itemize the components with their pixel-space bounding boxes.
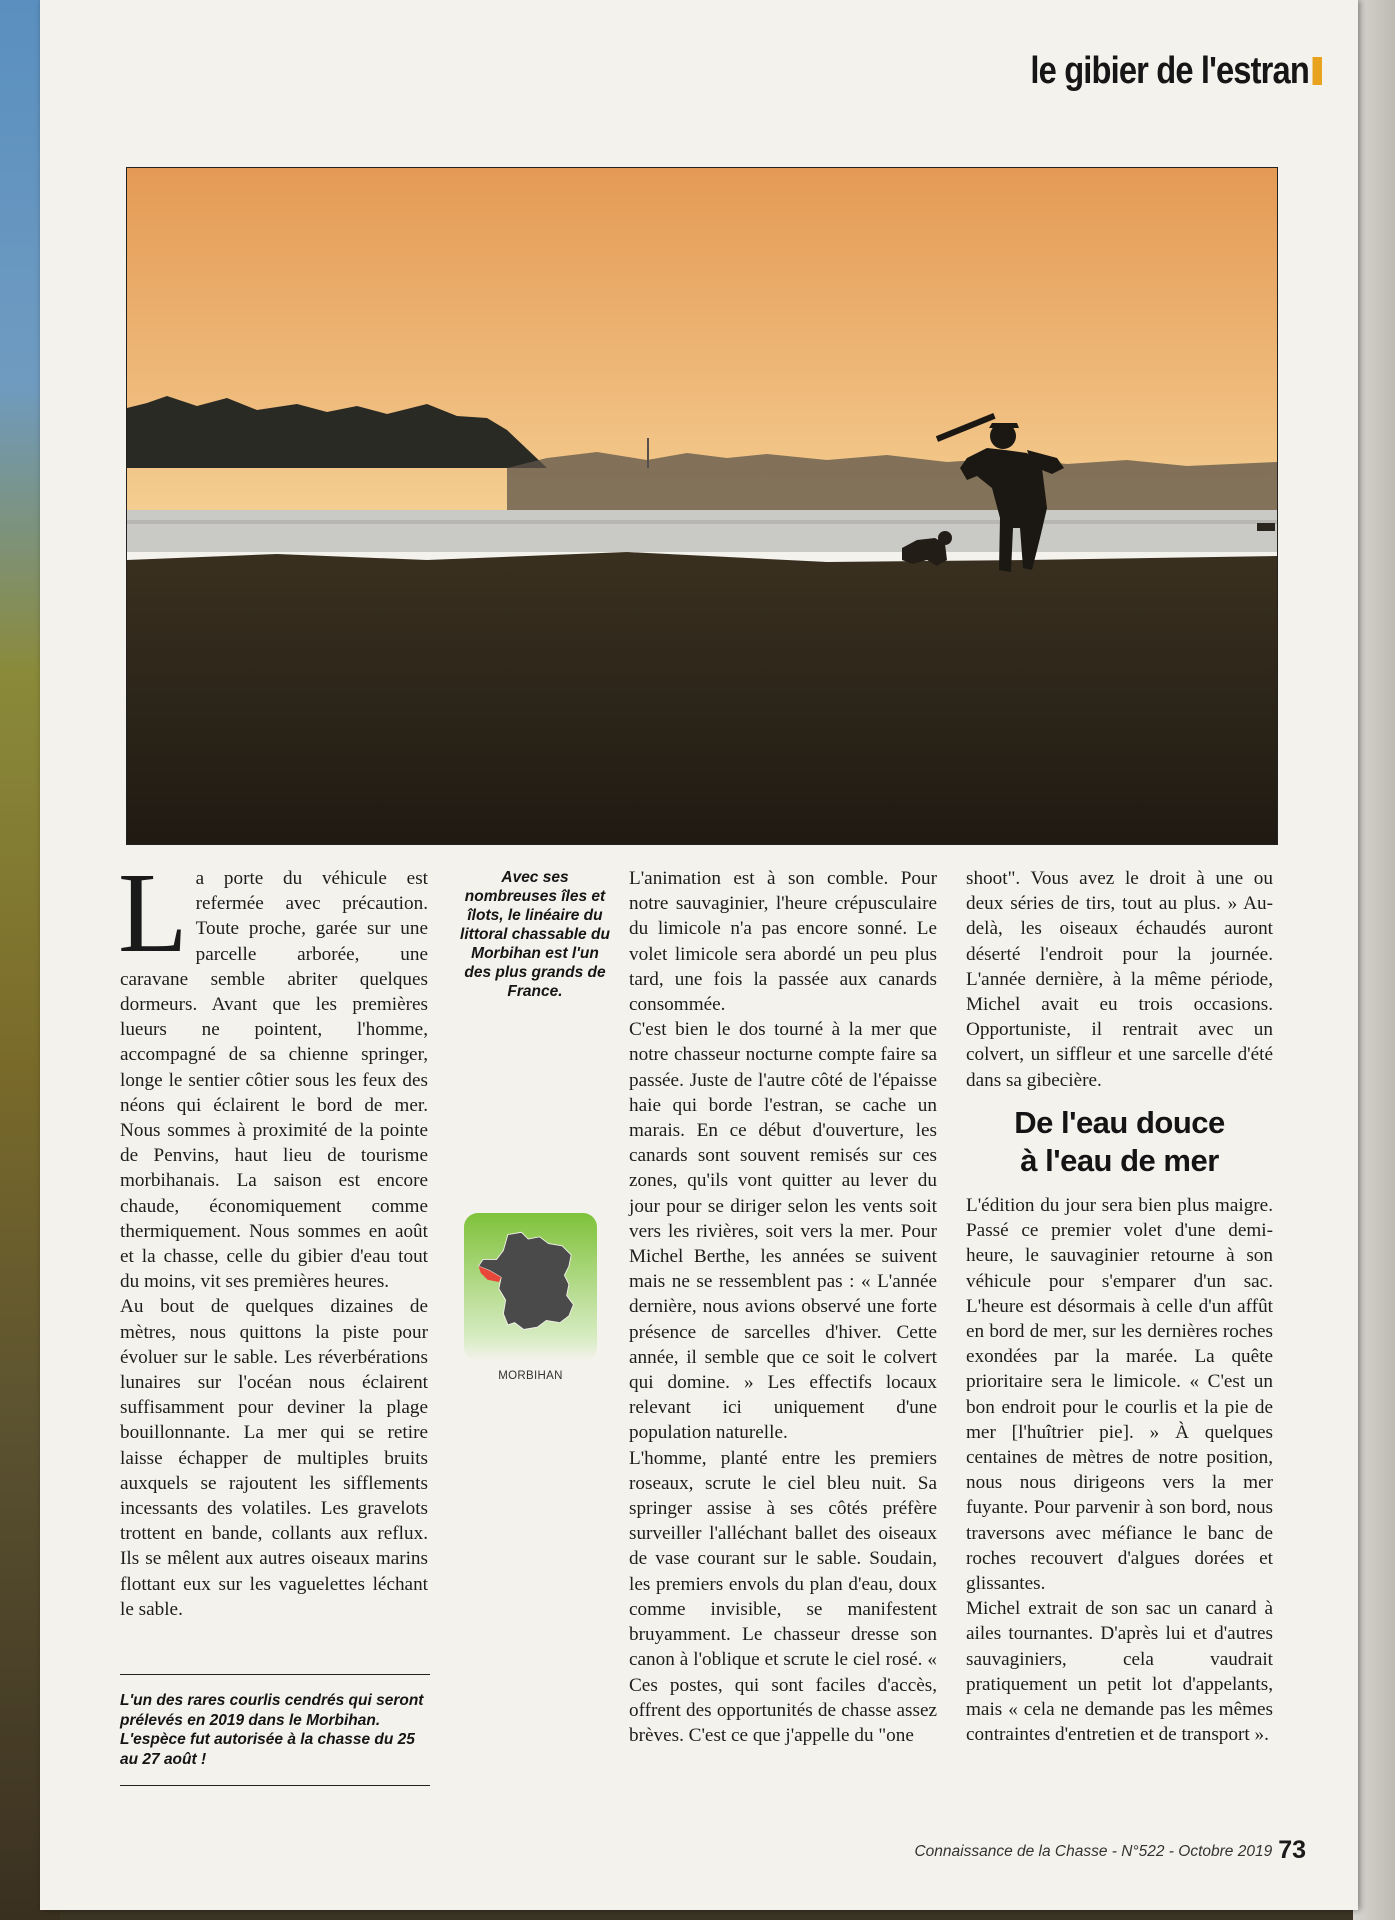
subheading: [966, 1104, 1273, 1180]
magazine-page: [40, 0, 1358, 1910]
article-paragraph: La porte du véhicule est refermée avec précaution. Toute proche, garée sur une parcelle arborée, une caravane semble abriter quelques dormeurs. Avant que les premières lueurs ne pointent, l'homme, accompagné de sa chienne springer, longe le sentier côtier sous les feux des néons qui éclairent le bord de mer. Nous sommes à proximité de la pointe de Penvins, haut lieu de tourisme morbihanais. La saison est encore chaude, économiquement comme thermiquement. Nous sommes en août et la chasse, celle du gibier d'eau tout du moins, vit ses premières heures.: [118, 849, 428, 1293]
dropcap: L: [118, 849, 188, 976]
map-label: MORBIHAN: [498, 1370, 563, 1382]
section-title: le gibier de l'estran: [1031, 50, 1322, 93]
main-photo: [126, 167, 1278, 845]
section-marker: [1313, 57, 1322, 85]
page-footer: [914, 1836, 1306, 1865]
bottom-caption: L'un des rares courlis cendrés qui seront prélevés en 2019 dans le Morbihan. L'espèce fut autorisée à la chasse du 25 au 27 août !: [120, 1674, 430, 1786]
article-column-4: [966, 866, 1273, 1093]
article-paragraph: C'est bien le dos tourné à la mer que notre chasseur nocturne compte faire sa passée. Juste de l'autre côté de l'épaisse haie qui borde l'estran, se cache un marais. En ce début d'ouverture, les canards sont souvent remisés sur ces zones, qu'ils vont quitter au lever du jour pour se diriger selon les vents soit vers les rivières, soit vers la mer. Pour Michel Berthe, les années se suivent mais ne se ressemblent pas : « L'année dernière, nous avions observé une forte présence de sarcelles d'hiver. Cette année, il semble que ce soit le colvert qui domine. » Les effectifs locaux relevant ici uniquement d'une population naturelle.: [629, 1019, 937, 1444]
publication-info: Connaissance de la Chasse - N°522 - Octobre 2019: [914, 1843, 1273, 1860]
article-paragraph: L'édition du jour sera bien plus maigre. Passé ce premier volet d'une demi-heure, le sauvaginier retourne à son véhicule pour s'emparer d'un sac. L'heure est désormais à celle d'un affût en bord de mer, sur les dernières roches exondées par la marée. La quête prioritaire sera le limicole. « C'est un bon endroit pour le courlis et la pie de mer [l'huîtrier pie]. » À quelques centaines de mètres de notre position, nous nous dirigeons vers la mer fuyante. Pour parvenir à son bord, nous traversons avec méfiance le banc de roches recouvert d'algues dorées et glissantes.: [966, 1195, 1273, 1595]
photo-illustration: [127, 168, 1277, 844]
article-paragraph: L'animation est à son comble. Pour notre sauvaginier, l'heure crépusculaire du limicole n'a pas encore sonné. Le volet limicole sera abordé un peu plus tard, une fois la passée aux canards consommée.: [629, 868, 937, 1016]
france-map: [474, 1223, 587, 1341]
article-paragraph: shoot". Vous avez le droit à une ou deux séries de tirs, tout au plus. » Au-delà, les oiseaux échaudés auront déserté l'endroit pour la journée. L'année dernière, à la même période, Michel avait eu trois occasions. Opportuniste, il rentrait avec un colvert, un siffleur et une sarcelle d'été dans sa gibecière.: [966, 868, 1273, 1091]
background-right-edge: [1353, 0, 1395, 1920]
subheading-line: à l'eau de mer: [1020, 1143, 1219, 1178]
article-paragraph: L'homme, planté entre les premiers roseaux, scrute le ciel bleu nuit. Sa springer assise à ses côtés préfère surveiller l'alléchant ballet des oiseaux de vase courant sur le sable. Soudain, les premiers envols du plan d'eau, doux comme invisible, se manifestent bruyamment. Le chasseur dresse son canon à l'oblique et scrute le ciel rosé. « Ces postes, qui sont faciles d'accès, offrent des opportunités de chasse assez brèves. C'est ce que j'appelle du "one: [629, 1447, 937, 1746]
article-column-3: [629, 866, 937, 1748]
side-caption: Avec ses nombreuses îles et îlots, le linéaire du littoral chassable du Morbihan est l'un des plus grands de France.: [460, 869, 610, 1000]
article-paragraph: Au bout de quelques dizaines de mètres, nous quittons la piste pour évoluer sur le sable. Les réverbérations lunaires sur l'océan nous éclairent suffisamment pour deviner la plage bouillonnante. La mer qui se retire laisse échapper de multiples bruits auxquels se rajoutent les sifflements incessants des volatiles. Les gravelots trottent en bande, collants aux reflux. Ils se mêlent aux autres oiseaux marins flottant eux sur les vaguelettes léchant le sable.: [120, 1296, 428, 1620]
article-column-4-continued: [966, 1193, 1273, 1747]
page-number: 73: [1278, 1836, 1306, 1864]
subheading-line: De l'eau douce: [1014, 1105, 1225, 1140]
article-paragraph: Michel extrait de son sac un canard à ailes tournantes. D'après lui et d'autres sauvaginiers, cela vaudrait pratiquement un petit lot d'appelants, mais « cela ne demande pas les mêmes contraintes d'entretien et de transport ».: [966, 1598, 1273, 1746]
france-map-icon: [464, 1213, 597, 1361]
article-column-1: [118, 849, 428, 1622]
